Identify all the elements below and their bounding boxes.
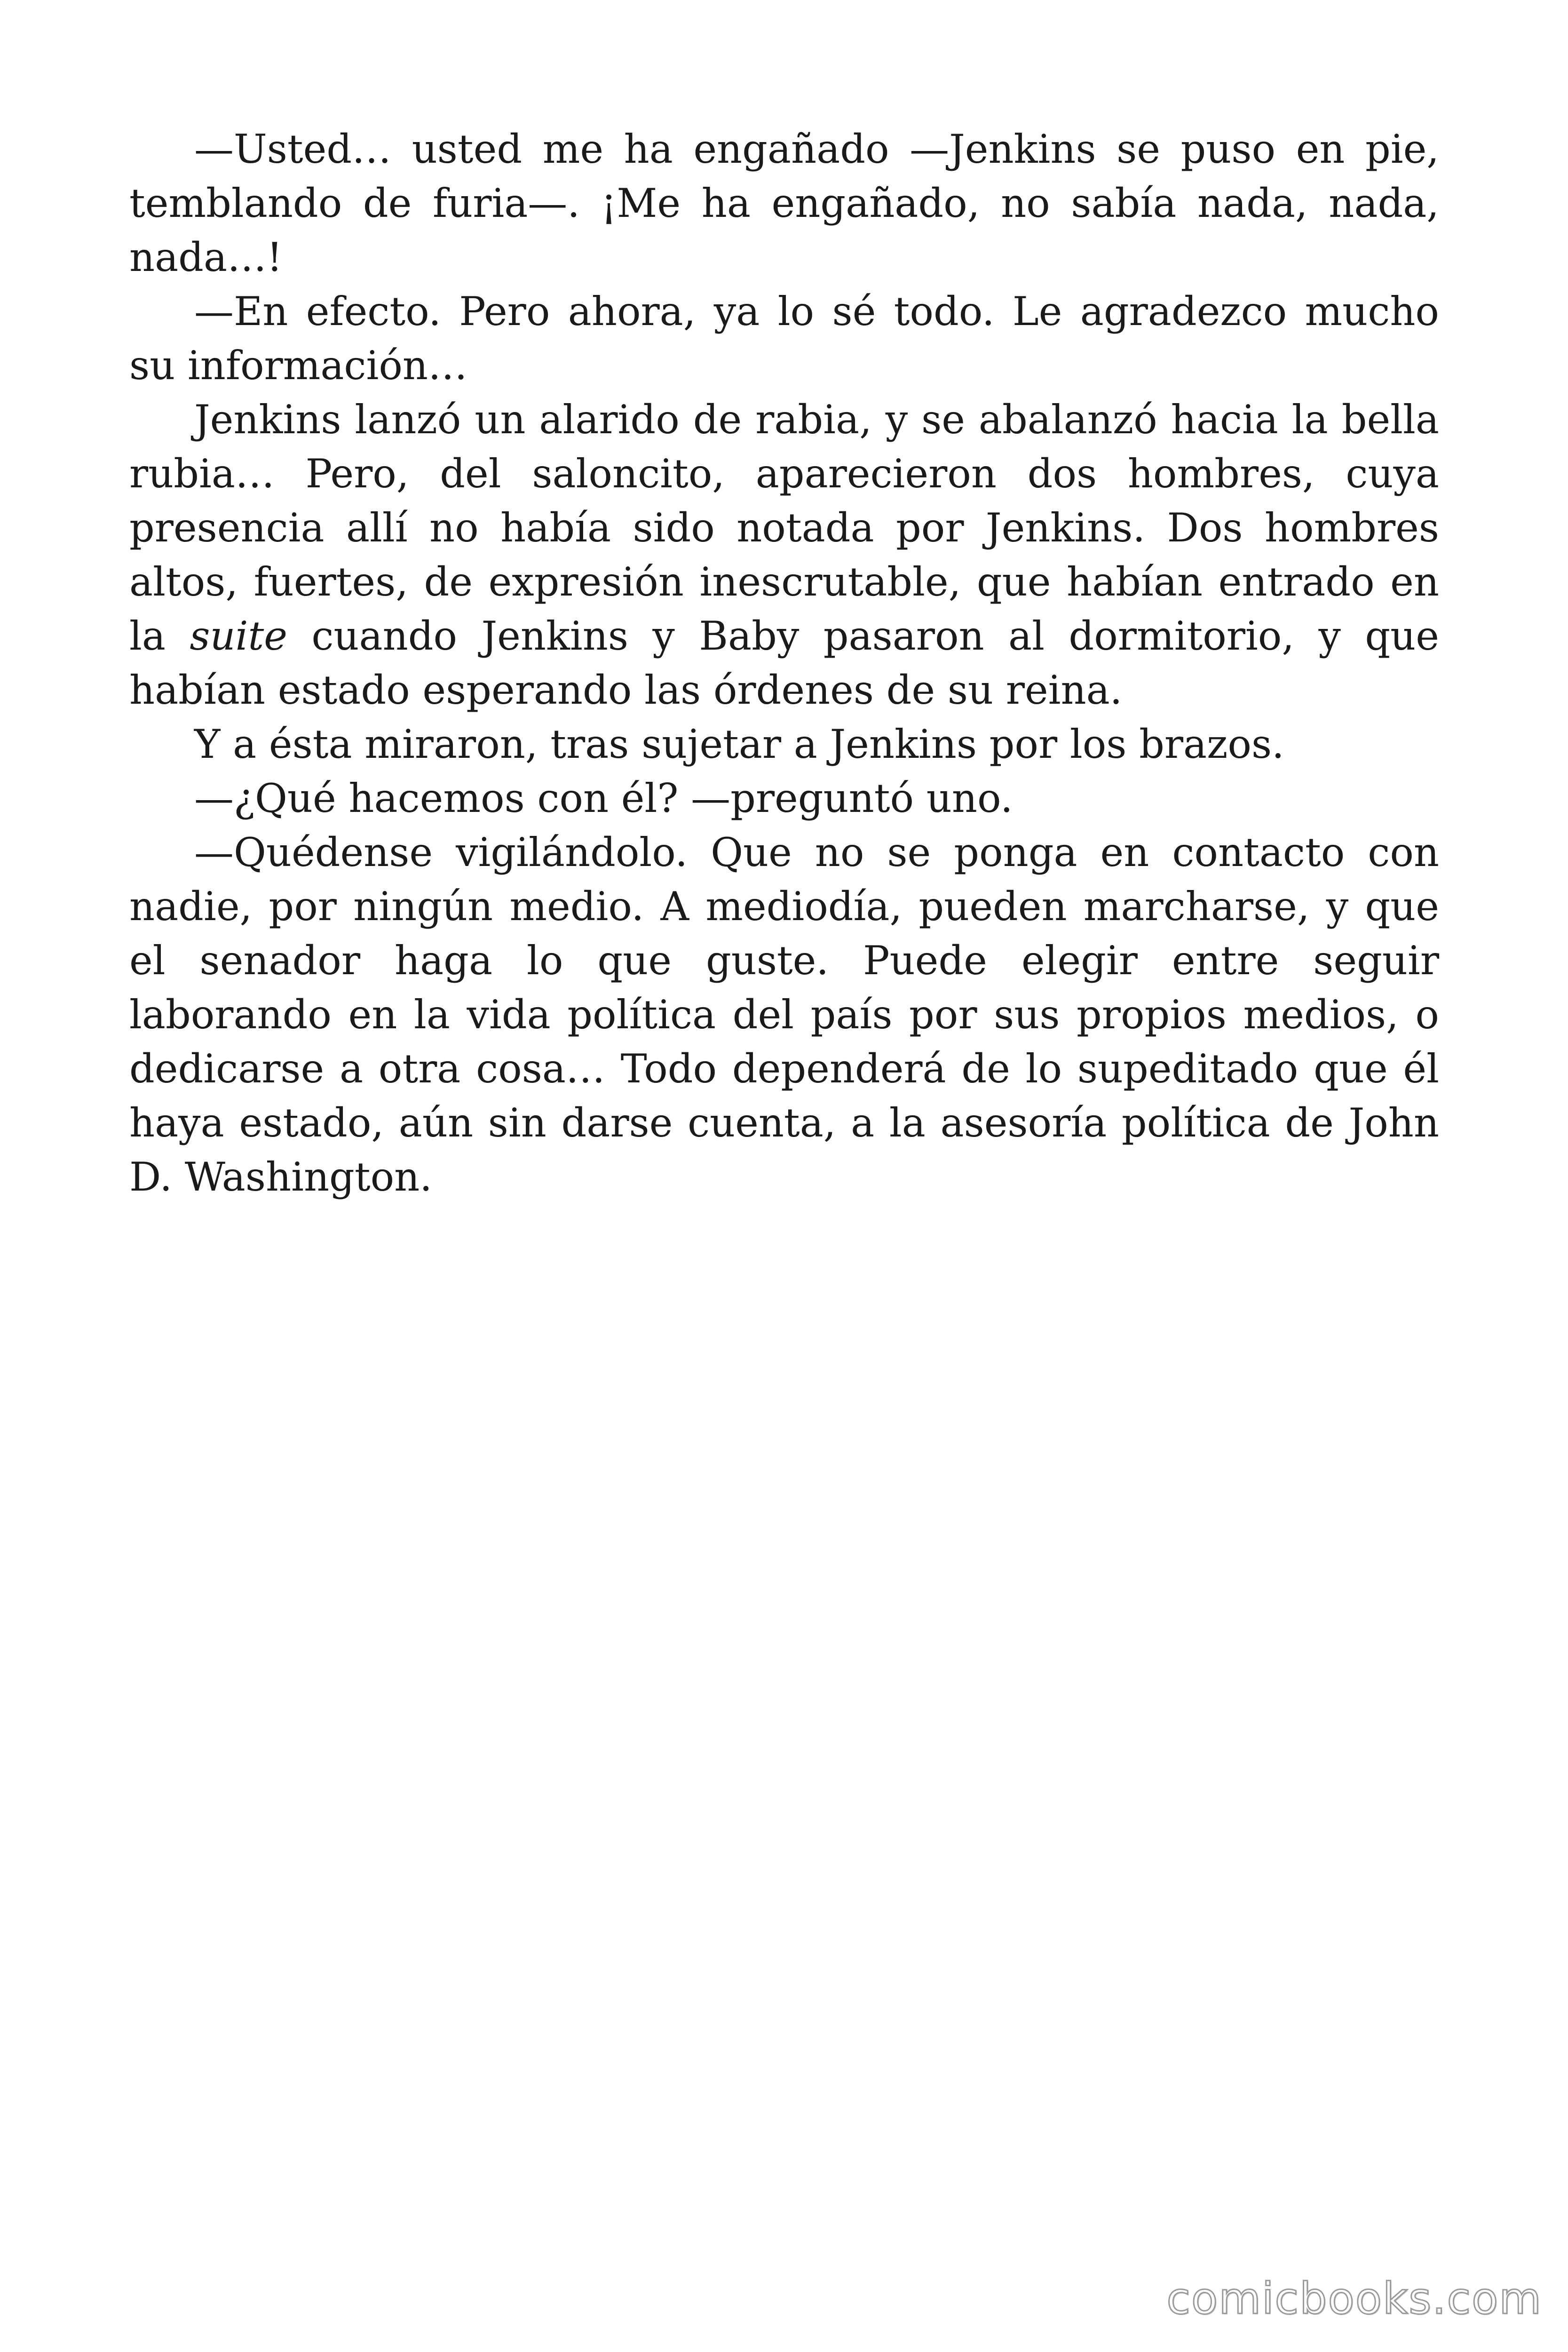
paragraph: —En efecto. Pero ahora, ya lo sé todo. Le agradezco mucho su información…	[129, 288, 1439, 389]
italic-word: suite	[190, 613, 287, 659]
watermark: comicbooks.com	[1166, 2273, 1542, 2324]
paragraph	[129, 393, 1439, 717]
paragraph: —¿Qué hacemos con él? —preguntó uno.	[194, 775, 1013, 821]
body-text	[129, 122, 1439, 1204]
paragraph-text: Jenkins lanzó un alarido de rabia, y se abalanzó hacia la bella rubia… Pero, del saloncito, aparecieron dos hombres, cuya presencia allí no había sido notada por Jenkins. Dos hombres altos, fuertes, de expresión inescrutable, que habían entrado en la	[129, 397, 1439, 659]
paragraph: —Usted… usted me ha engañado —Jenkins se puso en pie, temblando de furia—. ¡Me ha engañado, no sabía nada, nada, nada…!	[129, 126, 1439, 280]
paragraph-text: cuando Jenkins y Baby pasaron al dormitorio, y que habían estado esperando las órdenes de su reina.	[129, 613, 1439, 713]
paragraph: —Quédense vigilándolo. Que no se ponga en contacto con nadie, por ningún medio. A mediodía, pueden marcharse, y que el senador haga lo que guste. Puede elegir entre seguir laborando en la vida política del país por sus propios medios, o dedicarse a otra cosa… Todo dependerá de lo supeditado que él haya estado, aún sin darse cuenta, a la asesoría política de John D. Washington.	[129, 829, 1439, 1200]
paragraph: Y a ésta miraron, tras sujetar a Jenkins por los brazos.	[194, 721, 1284, 767]
